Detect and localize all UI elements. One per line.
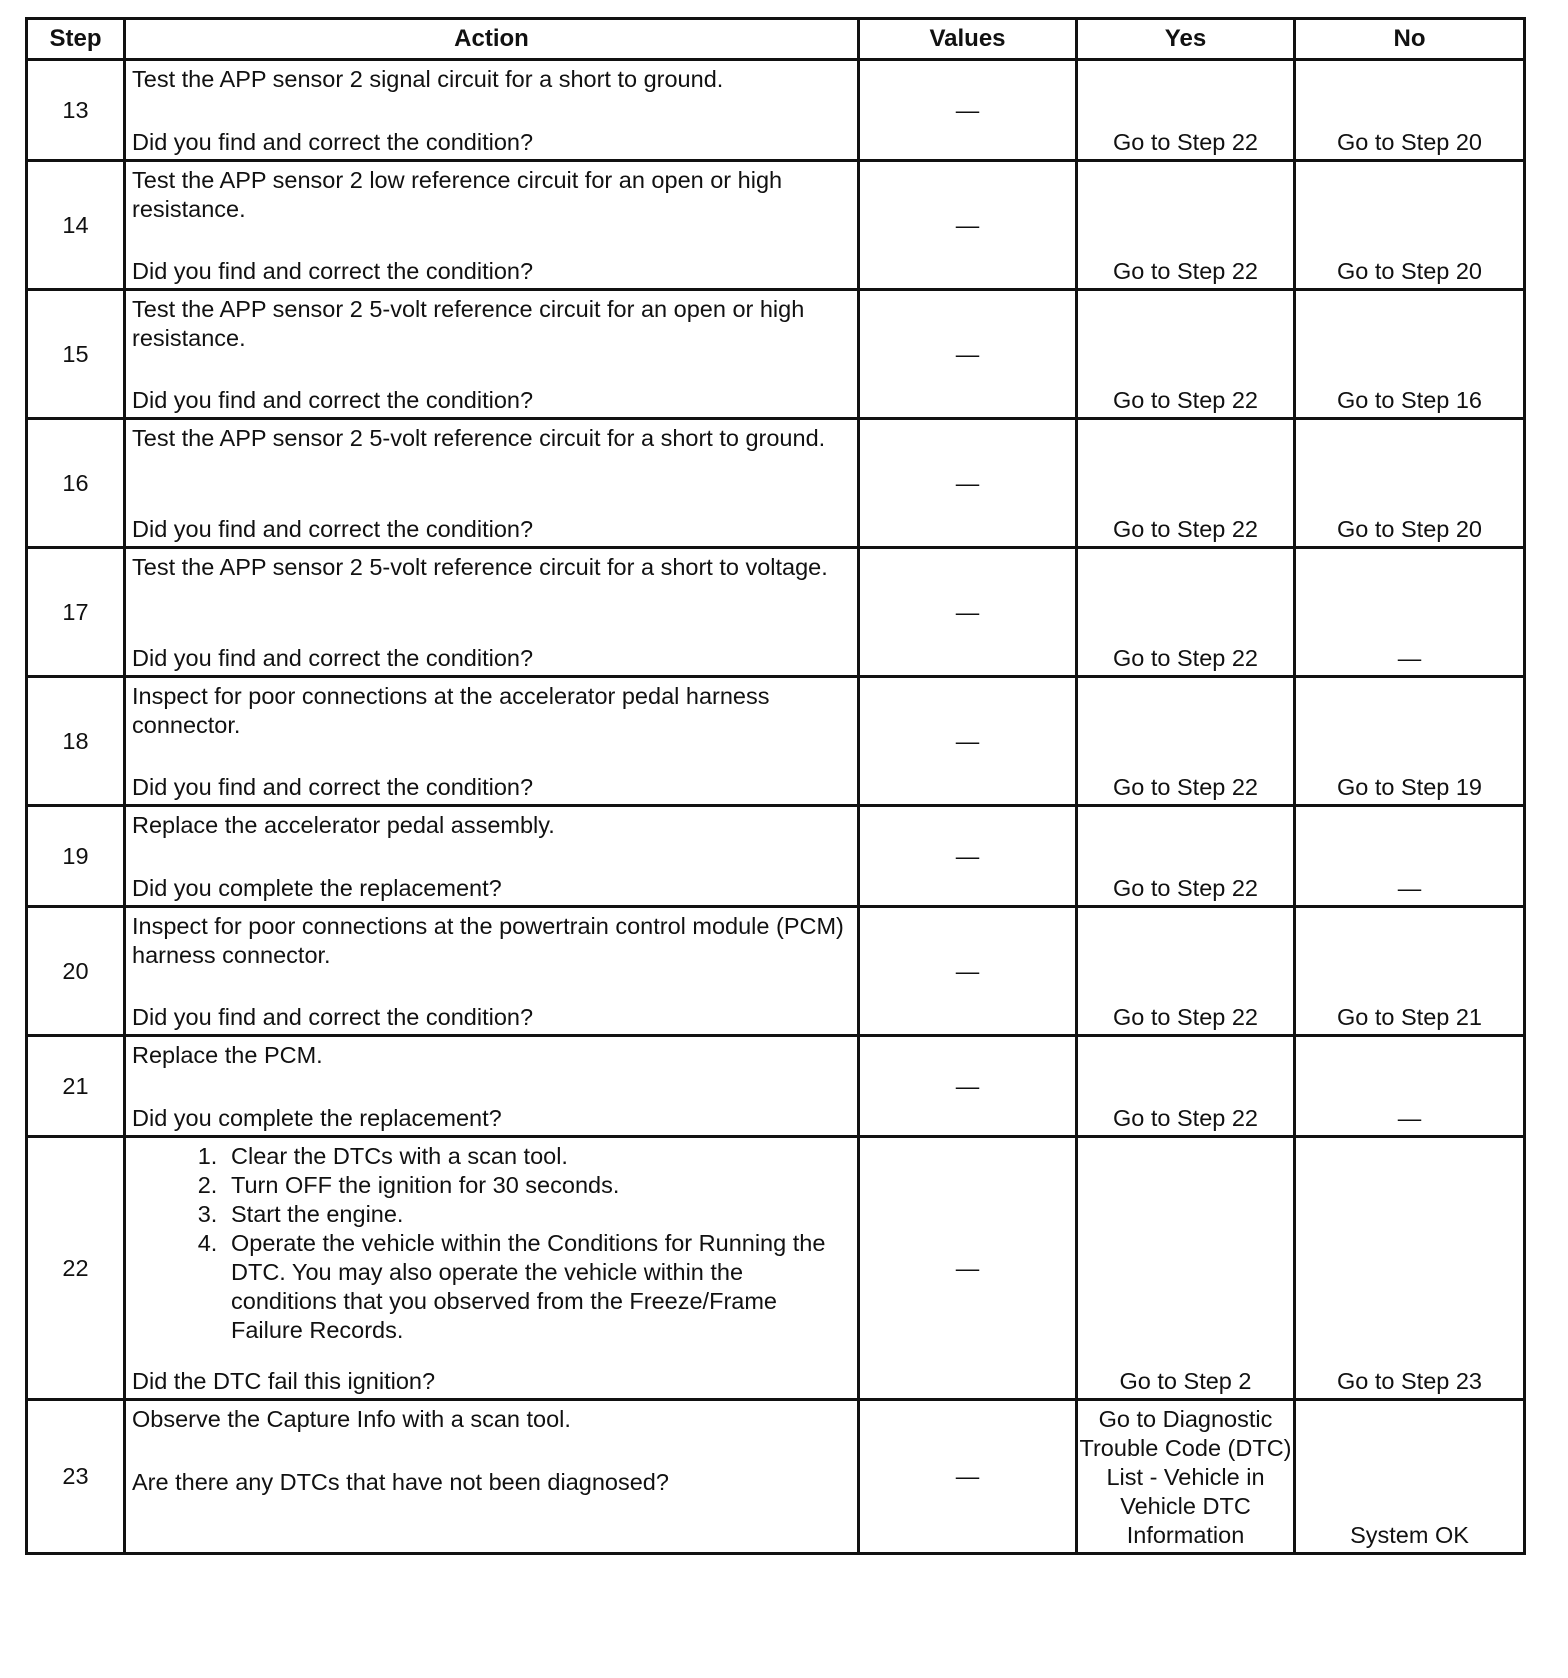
action-text: Observe the Capture Info with a scan tool. xyxy=(132,1406,571,1432)
procedure-item-number: 2. xyxy=(197,1172,218,1198)
step-number: 17 xyxy=(27,548,125,677)
action-text: Test the APP sensor 2 low reference circuit for an open or high resistance. xyxy=(132,167,783,222)
no-cell: Go to Step 21 xyxy=(1295,907,1525,1036)
diagnostic-steps-table xyxy=(25,17,1526,1555)
action-content xyxy=(132,1041,851,1133)
action-content xyxy=(132,811,851,903)
header-step: Step xyxy=(27,19,125,60)
yes-cell: Go to Step 22 xyxy=(1077,60,1295,161)
values-cell: — xyxy=(859,1400,1077,1554)
action-cell xyxy=(125,548,859,677)
action-question: Did you find and correct the condition? xyxy=(132,258,534,284)
values-cell: — xyxy=(859,907,1077,1036)
values-cell: — xyxy=(859,548,1077,677)
action-cell xyxy=(125,419,859,548)
step-number: 18 xyxy=(27,677,125,806)
action-question: Did the DTC fail this ignition? xyxy=(132,1368,436,1394)
values-cell: — xyxy=(859,60,1077,161)
no-cell: Go to Step 19 xyxy=(1295,677,1525,806)
table-row xyxy=(27,806,1525,907)
action-text: Test the APP sensor 2 5-volt reference circuit for a short to ground. xyxy=(132,425,826,451)
action-question: Did you find and correct the condition? xyxy=(132,516,534,542)
procedure-list-item xyxy=(184,1142,851,1171)
step-number: 16 xyxy=(27,419,125,548)
action-question: Did you find and correct the condition? xyxy=(132,774,534,800)
action-content xyxy=(132,553,851,673)
yes-cell: Go to Diagnostic Trouble Code (DTC) List - Vehicle in Vehicle DTC Information xyxy=(1077,1400,1295,1554)
header-values: Values xyxy=(859,19,1077,60)
no-cell: Go to Step 20 xyxy=(1295,161,1525,290)
action-question: Did you find and correct the condition? xyxy=(132,129,534,155)
step-number: 13 xyxy=(27,60,125,161)
table-row xyxy=(27,677,1525,806)
no-cell: System OK xyxy=(1295,1400,1525,1554)
action-content xyxy=(132,912,851,1032)
action-text: Test the APP sensor 2 5-volt reference circuit for an open or high resistance. xyxy=(132,296,805,351)
action-cell xyxy=(125,677,859,806)
action-content xyxy=(132,1405,851,1550)
no-cell: — xyxy=(1295,1036,1525,1137)
procedure-item-text: Clear the DTCs with a scan tool. xyxy=(231,1143,568,1169)
table-row xyxy=(27,1137,1525,1400)
procedure-list-item xyxy=(184,1200,851,1229)
action-cell xyxy=(125,290,859,419)
values-cell: — xyxy=(859,1137,1077,1400)
yes-cell: Go to Step 22 xyxy=(1077,548,1295,677)
action-cell xyxy=(125,1400,859,1554)
no-cell: Go to Step 20 xyxy=(1295,60,1525,161)
diagnostic-table-sheet xyxy=(25,17,1523,1555)
no-cell: Go to Step 16 xyxy=(1295,290,1525,419)
step-number: 21 xyxy=(27,1036,125,1137)
action-text: Replace the PCM. xyxy=(132,1042,323,1068)
values-cell: — xyxy=(859,677,1077,806)
no-cell: — xyxy=(1295,548,1525,677)
action-cell xyxy=(125,806,859,907)
yes-cell: Go to Step 22 xyxy=(1077,161,1295,290)
table-row xyxy=(27,907,1525,1036)
action-content xyxy=(132,682,851,802)
procedure-list-item xyxy=(184,1229,851,1345)
procedure-item-text: Operate the vehicle within the Conditions for Running the DTC. You may also operate the vehicle within the conditions that you observed from the Freeze/Frame Failure Records. xyxy=(231,1230,826,1343)
action-text: Test the APP sensor 2 5-volt reference circuit for a short to voltage. xyxy=(132,554,828,580)
procedure-list xyxy=(132,1142,851,1345)
action-content xyxy=(132,295,851,415)
table-row xyxy=(27,60,1525,161)
action-question: Did you find and correct the condition? xyxy=(132,645,534,671)
yes-cell: Go to Step 22 xyxy=(1077,290,1295,419)
action-cell xyxy=(125,161,859,290)
action-content xyxy=(132,1142,851,1396)
header-action: Action xyxy=(125,19,859,60)
header-yes: Yes xyxy=(1077,19,1295,60)
yes-cell: Go to Step 22 xyxy=(1077,806,1295,907)
action-question: Are there any DTCs that have not been diagnosed? xyxy=(132,1469,669,1495)
action-cell xyxy=(125,1137,859,1400)
action-question: Did you complete the replacement? xyxy=(132,1105,502,1131)
table-row xyxy=(27,419,1525,548)
table-row xyxy=(27,1036,1525,1137)
step-number: 20 xyxy=(27,907,125,1036)
procedure-item-text: Turn OFF the ignition for 30 seconds. xyxy=(231,1172,620,1198)
action-text: Inspect for poor connections at the accelerator pedal harness connector. xyxy=(132,683,770,738)
yes-cell: Go to Step 22 xyxy=(1077,907,1295,1036)
yes-cell: Go to Step 22 xyxy=(1077,419,1295,548)
procedure-item-number: 3. xyxy=(197,1201,218,1227)
action-content xyxy=(132,166,851,286)
values-cell: — xyxy=(859,161,1077,290)
yes-cell: Go to Step 22 xyxy=(1077,677,1295,806)
action-content xyxy=(132,65,851,157)
table-row xyxy=(27,1400,1525,1554)
no-cell: Go to Step 20 xyxy=(1295,419,1525,548)
action-cell xyxy=(125,1036,859,1137)
procedure-item-text: Start the engine. xyxy=(231,1201,404,1227)
header-no: No xyxy=(1295,19,1525,60)
yes-cell: Go to Step 22 xyxy=(1077,1036,1295,1137)
procedure-list-item xyxy=(184,1171,851,1200)
action-content xyxy=(132,424,851,544)
action-cell xyxy=(125,60,859,161)
yes-cell: Go to Step 2 xyxy=(1077,1137,1295,1400)
header-row xyxy=(27,19,1525,60)
action-question: Did you find and correct the condition? xyxy=(132,1004,534,1030)
values-cell: — xyxy=(859,419,1077,548)
step-number: 15 xyxy=(27,290,125,419)
values-cell: — xyxy=(859,1036,1077,1137)
action-text: Test the APP sensor 2 signal circuit for a short to ground. xyxy=(132,66,724,92)
step-number: 19 xyxy=(27,806,125,907)
table-row xyxy=(27,161,1525,290)
action-cell xyxy=(125,907,859,1036)
no-cell: Go to Step 23 xyxy=(1295,1137,1525,1400)
action-question: Did you complete the replacement? xyxy=(132,875,502,901)
step-number: 23 xyxy=(27,1400,125,1554)
values-cell: — xyxy=(859,290,1077,419)
procedure-item-number: 4. xyxy=(197,1230,218,1256)
step-number: 14 xyxy=(27,161,125,290)
step-number: 22 xyxy=(27,1137,125,1400)
action-text: Inspect for poor connections at the powertrain control module (PCM) harness connector. xyxy=(132,913,844,968)
no-cell: — xyxy=(1295,806,1525,907)
values-cell: — xyxy=(859,806,1077,907)
action-question: Did you find and correct the condition? xyxy=(132,387,534,413)
action-text: Replace the accelerator pedal assembly. xyxy=(132,812,555,838)
table-row xyxy=(27,548,1525,677)
table-row xyxy=(27,290,1525,419)
procedure-item-number: 1. xyxy=(197,1143,218,1169)
